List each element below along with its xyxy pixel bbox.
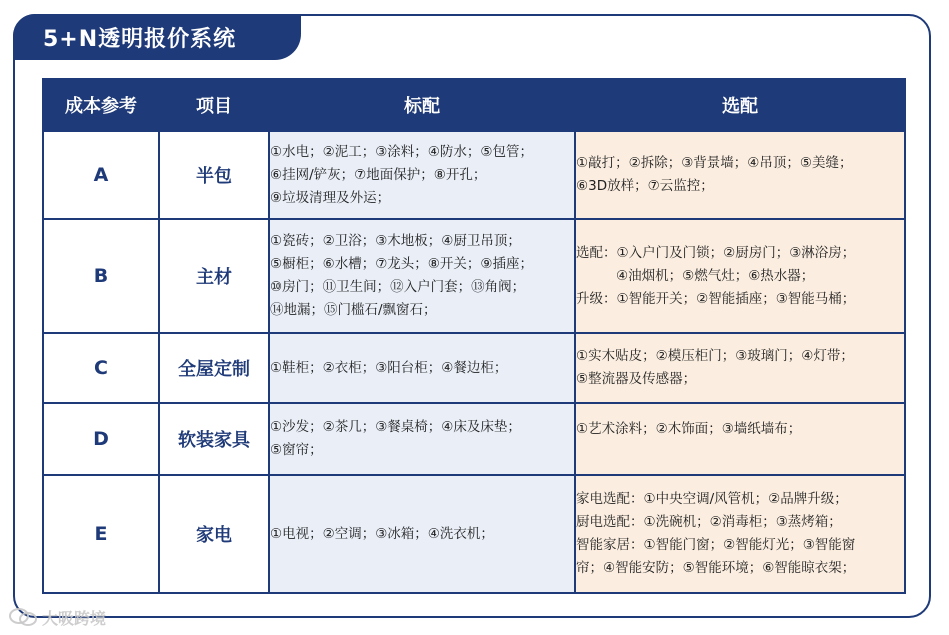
row-standard (269, 475, 575, 593)
standard-line: ①水电；②泥工；③涂料；④防水；⑤包管； (270, 143, 534, 160)
row-standard (269, 219, 575, 333)
row-optional (575, 131, 905, 219)
table-row (43, 131, 905, 219)
standard-line: ⑩房门；⑪卫生间；⑫入户门套；⑬角阀； (270, 279, 526, 295)
optional-line: ④油烟机；⑤燃气灶；⑥热水器； (616, 267, 815, 284)
chat-bubble-icon (8, 607, 38, 627)
row-level: A (43, 131, 159, 219)
row-item: 主材 (159, 219, 269, 333)
header-cost-level: 成本参考 (43, 79, 159, 131)
row-level: B (43, 219, 159, 333)
header-optional: 选配 (575, 79, 905, 131)
standard-line: ⑤橱柜；⑥水槽；⑦龙头；⑧开关；⑨插座； (270, 256, 534, 272)
standard-line: ①沙发；②茶几；③餐桌椅；④床及床垫； (270, 419, 521, 435)
row-standard (269, 403, 575, 475)
standard-line: ①电视；②空调；③冰箱；④洗衣机； (270, 525, 494, 542)
row-optional (575, 333, 905, 403)
row-standard (269, 131, 575, 219)
row-item: 全屋定制 (159, 333, 269, 403)
row-level: C (43, 333, 159, 403)
header-item: 项目 (159, 79, 269, 131)
header-standard: 标配 (269, 79, 575, 131)
table-row (43, 219, 905, 333)
row-optional (575, 475, 905, 593)
price-table (42, 78, 906, 594)
row-standard (269, 333, 575, 403)
row-item: 半包 (159, 131, 269, 219)
optional-line: 升级：①智能开关；②智能插座；③智能马桶； (576, 290, 856, 307)
page-title: 5+N透明报价系统 (13, 14, 301, 60)
optional-line: 选配：①入户门及门锁；②厨房门；③淋浴房； (576, 244, 856, 261)
standard-line: ⑥挂网/铲灰；⑦地面保护；⑧开孔； (270, 166, 487, 183)
optional-line: 智能家居：①智能门窗；②智能灯光；③智能窗 (576, 537, 856, 553)
optional-line: ①敲打；②拆除；③背景墙；④吊顶；⑤美缝； (576, 155, 853, 171)
optional-line: 家电选配：①中央空调/风管机；②品牌升级； (576, 491, 848, 507)
watermark-text: 大吸跨境 (42, 608, 107, 628)
row-optional (575, 403, 905, 475)
watermark (8, 604, 106, 630)
optional-line: 帘；④智能安防；⑤智能环境；⑥智能晾衣架； (576, 560, 856, 576)
optional-line: 厨电选配：①洗碗机；②消毒柜；③蒸烤箱； (576, 514, 842, 530)
row-optional (575, 219, 905, 333)
optional-line: ⑤整流器及传感器； (576, 371, 697, 387)
table-row (43, 403, 905, 475)
optional-line: ①艺术涂料；②木饰面；③墙纸墙布； (576, 421, 802, 437)
row-item: 软装家具 (159, 403, 269, 475)
standard-line: ①瓷砖；②卫浴；③木地板；④厨卫吊顶； (270, 233, 521, 249)
standard-line: ⑭地漏；⑮门槛石/飘窗石； (270, 302, 437, 318)
optional-line: ①实木贴皮；②模压柜门；③玻璃门；④灯带； (576, 348, 854, 364)
table-row (43, 333, 905, 403)
standard-line: ⑨垃圾清理及外运； (270, 189, 391, 206)
row-level: D (43, 403, 159, 475)
table-row (43, 475, 905, 593)
standard-line: ⑤窗帘； (270, 442, 323, 458)
row-level: E (43, 475, 159, 593)
standard-line: ①鞋柜；②衣柜；③阳台柜；④餐边柜； (270, 359, 508, 376)
optional-line: ⑥3D放样；⑦云监控； (576, 178, 714, 194)
table-header-row (43, 79, 905, 131)
row-item: 家电 (159, 475, 269, 593)
